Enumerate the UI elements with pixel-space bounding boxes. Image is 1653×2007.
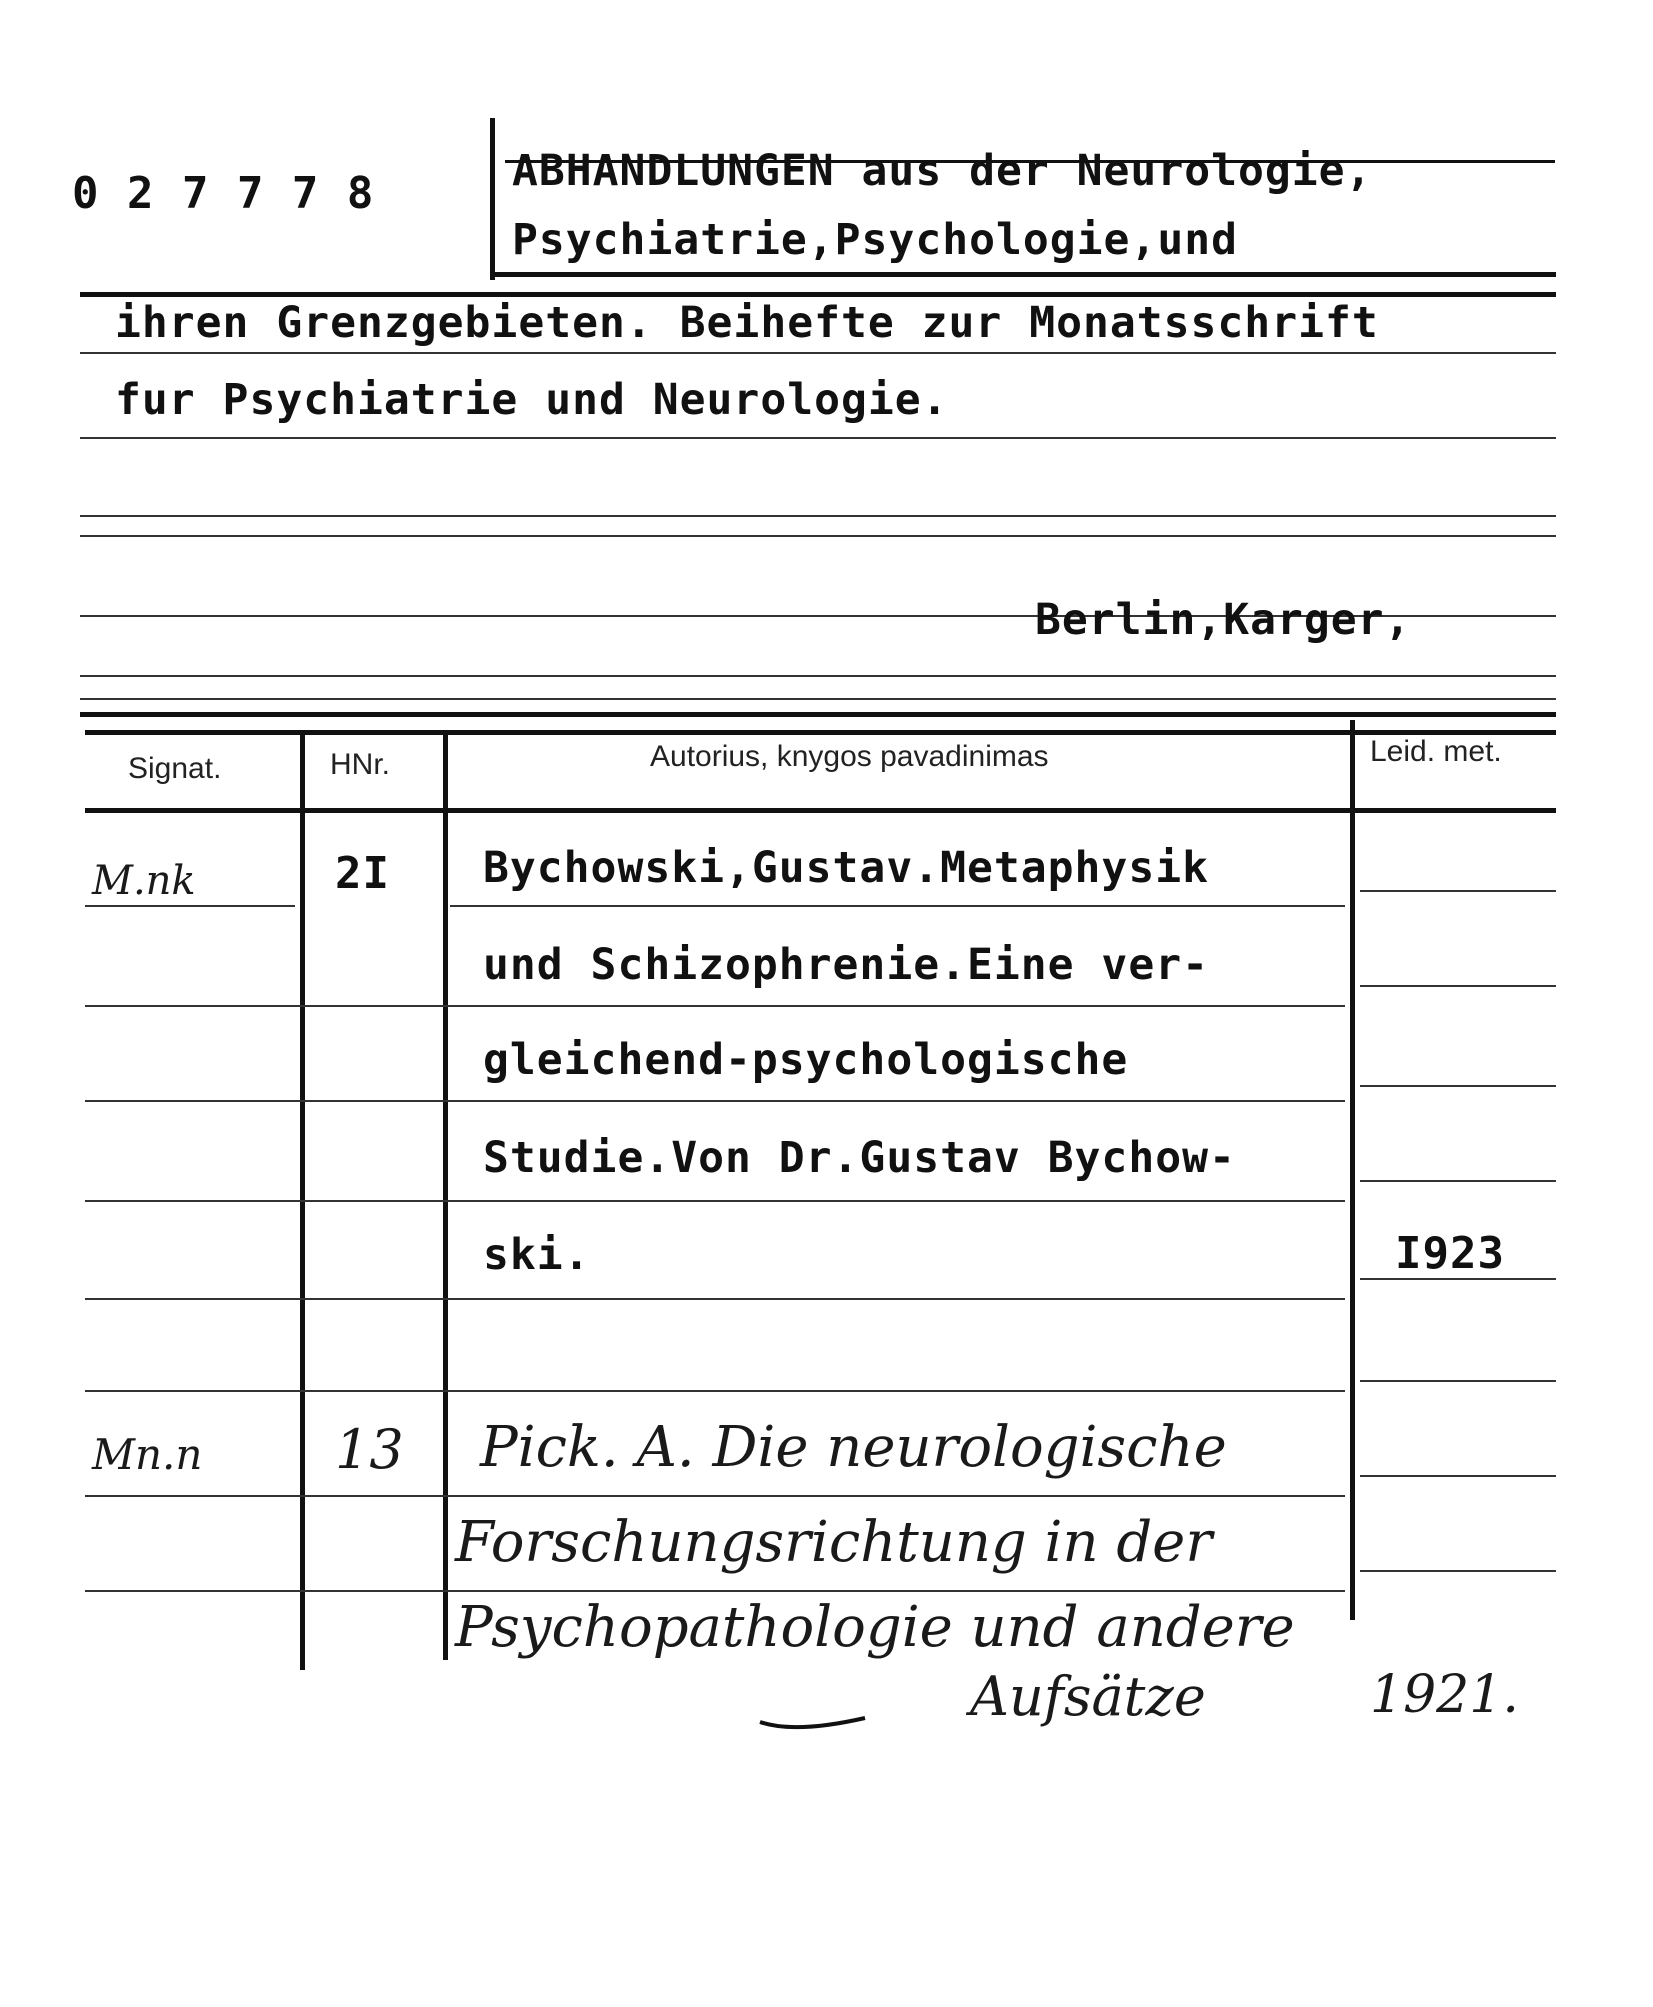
row1-title-line: und Schizophrenie.Eine ver- (483, 940, 1209, 990)
table-header-rule (85, 808, 1556, 813)
row1-title-line: Bychowski,Gustav.Metaphysik (483, 843, 1209, 893)
row-rule (1360, 1380, 1556, 1382)
row-rule (85, 1495, 1345, 1497)
rule (80, 352, 1556, 354)
row-rule (450, 905, 1345, 907)
rule (80, 437, 1556, 439)
column-header-year: Leid. met. (1370, 735, 1502, 768)
row-rule (85, 1298, 1345, 1300)
column-header-signat: Signat. (128, 752, 222, 785)
row1-signat: M.nk (92, 858, 196, 904)
row1-title-line: Studie.Von Dr.Gustav Bychow- (483, 1133, 1236, 1183)
row1-year: I923 (1395, 1228, 1505, 1279)
title-line-2: Psychiatrie,Psychologie,und (512, 215, 1238, 265)
row-rule (1360, 890, 1556, 892)
strikethrough-line (505, 160, 1555, 163)
row1-nr: 2I (335, 848, 390, 899)
table-top-rule (85, 730, 1556, 735)
row-rule (85, 1200, 1345, 1202)
title-line-1: ABHANDLUNGEN aus der Neurologie, (512, 146, 1373, 196)
row2-signat: Mn.n (92, 1430, 203, 1479)
row-rule (85, 1005, 1345, 1007)
row-rule (1360, 1085, 1556, 1087)
row2-title-line: Pick. A. Die neurologische (480, 1415, 1227, 1480)
row-rule (85, 1100, 1345, 1102)
row-rule (1360, 985, 1556, 987)
rule (80, 515, 1556, 517)
row1-title-line: gleichend-psychologische (483, 1035, 1129, 1085)
row-rule (1360, 1570, 1556, 1572)
title-line-4: fur Psychiatrie und Neurologie. (115, 375, 949, 425)
header-divider (490, 118, 495, 280)
row-rule (85, 905, 295, 907)
row-rule (1360, 1475, 1556, 1477)
publisher: Berlin,Karger, (1035, 595, 1412, 645)
row-rule (85, 1590, 1345, 1592)
column-divider (443, 730, 448, 1660)
row2-title-line: Aufsätze (970, 1665, 1206, 1728)
column-divider (1350, 720, 1355, 1620)
rule (80, 712, 1556, 717)
rule (80, 675, 1556, 677)
row2-year: 1921. (1370, 1665, 1519, 1725)
rule (80, 292, 1556, 297)
row2-nr: 13 (335, 1418, 404, 1481)
rule (490, 272, 1556, 277)
rule (80, 535, 1556, 537)
row-rule (1360, 1180, 1556, 1182)
rule (80, 698, 1556, 700)
column-header-nr: HNr. (330, 748, 390, 781)
row2-title-line: Psychopathologie und andere (455, 1595, 1295, 1660)
handwritten-underline (755, 1700, 875, 1740)
row1-title-line: ski. (483, 1230, 591, 1280)
row2-title-line: Forschungsrichtung in der (455, 1510, 1213, 1575)
title-line-3: ihren Grenzgebieten. Beihefte zur Monatsschrift (115, 298, 1379, 348)
column-header-author-title: Autorius, knygos pavadinimas (650, 740, 1049, 773)
card-number: 0 2 7 7 7 8 (72, 168, 375, 219)
row-rule (85, 1390, 1345, 1392)
